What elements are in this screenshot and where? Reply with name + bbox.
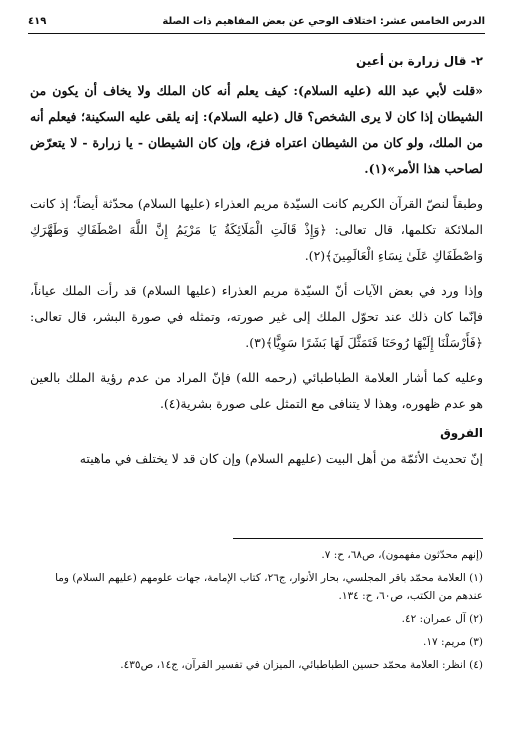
subsection-title: الفروق — [440, 426, 483, 440]
footnote: (٤) انظر: العلامة محمّد حسين الطباطبائي، الميزان في تفسير القرآن، ج١٤، ص٤٣٥. — [120, 659, 483, 671]
body-paragraph: إنّ تحديث الأئمّة من أهل البيت (عليهم السلام) وإن كان قد لا يختلف في ماهيته — [79, 451, 483, 466]
main-text — [30, 54, 483, 481]
header-divider — [28, 33, 485, 34]
header-title: الدرس الخامس عشر: اختلاف الوحي عن بعض المفاهيم ذات الصلة — [162, 15, 485, 27]
quote-paragraph: «قلت لأبي عبد الله (عليه السلام): كيف يعلم أنه كان الملك ولا يخاف أن يكون من الشيطان إذا كان لا يرى الشخص؟ قال (عليه السلام): إنه يلقى عليه السكينة؛ فيعلم أنه من الملك، ولو كان من الشيطان اعتراه فزع، وإن كان الشيطان - يا زرارة - لا يتعرّض لصاحب هذا الأمر»(١). — [30, 83, 483, 176]
body-paragraph: وإذا ورد في بعض الآيات أنّ السيّدة مريم العذراء (عليها السلام) قد رأت الملك عياناً، فإنّما كان ذلك عند تحوّل الملك إلى غير صورته، وتمثله في صورة البشر، قال تعالى: ﴿فَأَرْسَلْنَا إِلَيْهَا رُوحَنَا فَتَمَثَّلَ لَهَا بَشَرًا سَوِيًّا﴾(٣). — [30, 283, 483, 350]
footnote: (٣) مريم: ١٧. — [422, 636, 483, 648]
footnote: (إنهم محدّثون مفهمون)، ص٦٨، ح: ٧. — [321, 549, 483, 561]
running-header — [28, 10, 485, 32]
body-paragraph: وطبقاً لنصّ القرآن الكريم كانت السيّدة مريم العذراء (عليها السلام) محدّثة أيضاً؛ إذ كانت الملائكة تكلمها، قال تعالى: ﴿وَإِذْ قَالَتِ الْمَلَائِكَةُ يَا مَرْيَمُ إِنَّ اللَّهَ اصْطَفَاكِ وَطَهَّرَكِ وَاصْطَفَاكِ عَلَىٰ نِسَاءِ الْعَالَمِينَ﴾(٢). — [30, 196, 483, 263]
section-title: ٢- قال زرارة بن أعين — [355, 54, 483, 68]
body-paragraph: وعليه كما أشار العلامة الطباطبائي (رحمه الله) فإنّ المراد من عدم رؤية الملك بالعين هو عدم ظهوره، وهذا لا يتنافى مع التمثل على صورة بشرية(٤). — [30, 370, 483, 411]
footnote: (٢) آل عمران: ٤٢. — [401, 613, 483, 625]
footnotes — [30, 546, 483, 679]
footnote: (١) العلامة محمّد باقر المجلسي، بحار الأنوار، ج٢٦، كتاب الإمامة، جهات علومهم (عليهم السلام) وما عندهم من الكتب، ص٦٠، ح: ١٣٤. — [55, 572, 483, 602]
page-number: ٤١٩ — [28, 15, 47, 27]
footnote-divider — [233, 538, 483, 539]
